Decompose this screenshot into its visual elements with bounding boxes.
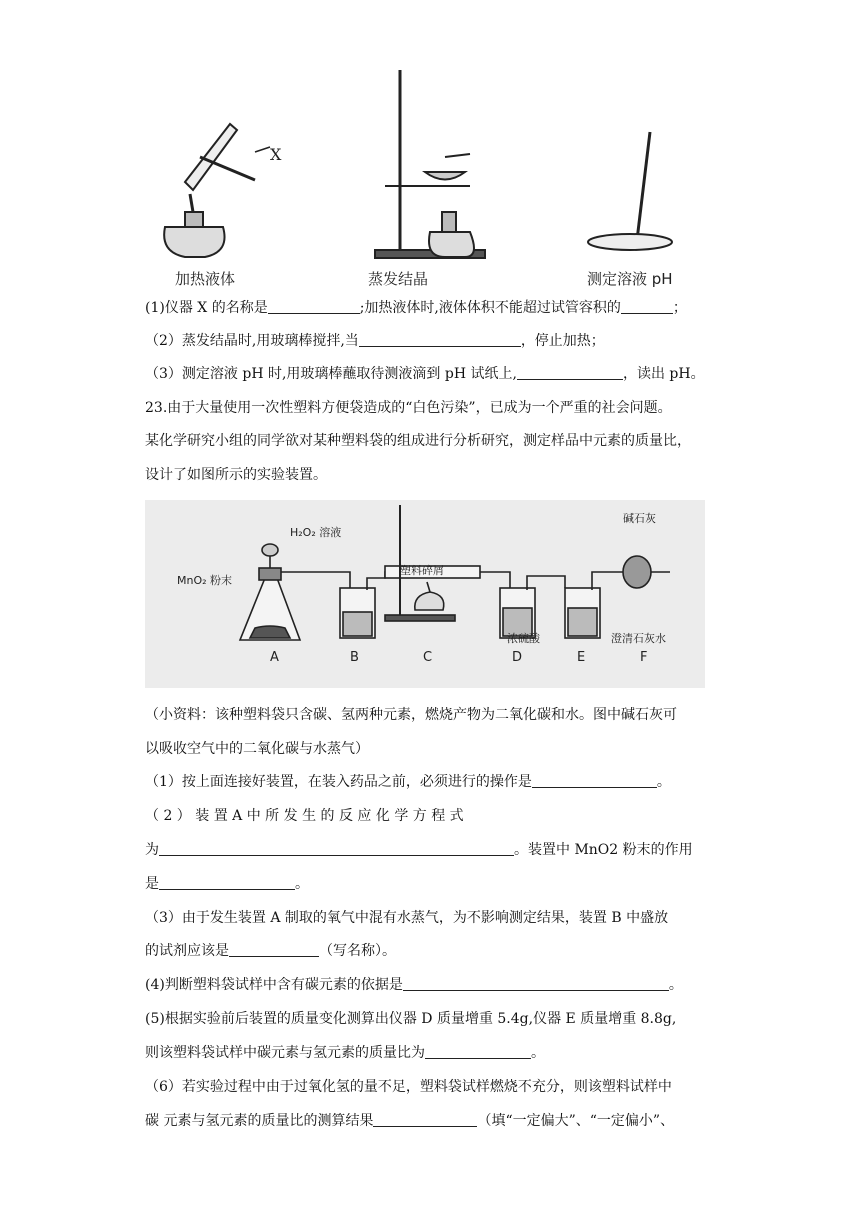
label-h2o2: H₂O₂ 溶液 bbox=[290, 526, 342, 539]
caption-heating-liquid: 加热液体 bbox=[175, 270, 236, 288]
answer-blank[interactable] bbox=[373, 1112, 477, 1127]
q23-intro-line-2: 某化学研究小组的同学欲对某种塑料袋的组成进行分析研究，测定样品中元素的质量比， bbox=[145, 433, 691, 449]
answer-blank[interactable] bbox=[425, 1044, 531, 1059]
q23-item-3-line-1: （3）由于发生装置 A 制取的氧气中混有水蒸气，为不影响测定结果，装置 B 中盛放 bbox=[145, 910, 669, 926]
note-line-1: （小资料：该种塑料袋只含碳、氢两种元素，燃烧产物为二氧化碳和水。图中碱石灰可 bbox=[145, 707, 677, 723]
q23-item-6-line-1: （6）若实验过程中由于过氧化氢的量不足，塑料袋试样燃烧不充分，则该塑料试样中 bbox=[145, 1079, 672, 1095]
q23-item-5-line-2: 则该塑料袋试样中碳元素与氢元素的质量比为 。 bbox=[145, 1045, 545, 1061]
label-limewater: 澄清石灰水 bbox=[611, 632, 666, 645]
label-soda-lime: 碱石灰 bbox=[623, 512, 656, 525]
label-mno2: MnO₂ 粉末 bbox=[177, 574, 233, 587]
q22-item-1: (1)仪器 X 的名称是 ;加热液体时,液体体积不能超过试管容积的 ； bbox=[145, 300, 687, 316]
answer-blank[interactable] bbox=[403, 976, 669, 991]
label-c: C bbox=[423, 650, 433, 665]
q23-item-5-line-1: (5)根据实验前后装置的质量变化测算出仪器 D 质量增重 5.4g,仪器 E 质量增重 8.8g, bbox=[145, 1011, 677, 1027]
answer-blank[interactable] bbox=[621, 299, 673, 314]
label-x: X bbox=[270, 145, 282, 164]
answer-blank[interactable] bbox=[532, 773, 657, 788]
label-f: F bbox=[640, 650, 648, 665]
answer-blank[interactable] bbox=[517, 365, 623, 380]
q22-item-3: （3）测定溶液 pH 时,用玻璃棒蘸取待测液滴到 pH 试纸上, ，读出 pH。 bbox=[145, 366, 705, 382]
ph-test-drawing bbox=[588, 132, 672, 250]
q23-item-1: （1）按上面连接好装置，在装入药品之前，必须进行的操作是 。 bbox=[145, 774, 671, 790]
evaporation-drawing bbox=[375, 70, 485, 258]
q23-item-2-line-1: （ 2 ） 装 置 A 中 所 发 生 的 反 应 化 学 方 程 式 bbox=[145, 808, 464, 824]
q23-item-2-line-2: 为 。装置中 MnO2 粉末的作用 bbox=[145, 842, 693, 858]
label-d: D bbox=[512, 650, 523, 665]
answer-blank[interactable] bbox=[359, 332, 521, 347]
note-line-2: 以吸收空气中的二氧化碳与水蒸气） bbox=[145, 741, 369, 757]
q23-item-3-line-2: 的试剂应该是 （写名称）。 bbox=[145, 943, 396, 959]
caption-ph-test: 测定溶液 pH bbox=[587, 270, 673, 288]
q23-intro-line-3: 设计了如图所示的实验装置。 bbox=[145, 467, 327, 483]
q23-item-4: (4)判断塑料袋试样中含有碳元素的依据是 。 bbox=[145, 977, 683, 993]
answer-blank[interactable] bbox=[268, 299, 360, 314]
label-conc-acid: 浓硫酸 bbox=[507, 632, 540, 645]
q23-item-6-line-2: 碳 元素与氢元素的质量比的测算结果 （填“一定偏大”、“一定偏小”、 bbox=[145, 1113, 675, 1129]
caption-evaporation: 蒸发结晶 bbox=[368, 270, 429, 288]
answer-blank[interactable] bbox=[159, 841, 514, 856]
label-plastic: 塑料碎屑 bbox=[400, 564, 444, 577]
answer-blank[interactable] bbox=[159, 875, 295, 890]
answer-blank[interactable] bbox=[229, 942, 319, 957]
q23-item-2-line-3: 是 。 bbox=[145, 876, 309, 892]
apparatus-figure-2 bbox=[145, 500, 705, 688]
q22-item-2: （2）蒸发结晶时,用玻璃棒搅拌,当 ，停止加热； bbox=[145, 333, 605, 349]
label-e: E bbox=[577, 650, 586, 665]
apparatus-figure-1 bbox=[145, 62, 715, 292]
heating-liquid-drawing bbox=[164, 124, 270, 257]
q23-intro-line-1: 23.由于大量使用一次性塑料方便袋造成的“白色污染”，已成为一个严重的社会问题。 bbox=[145, 400, 672, 416]
label-b: B bbox=[350, 650, 359, 665]
label-a: A bbox=[270, 650, 279, 665]
